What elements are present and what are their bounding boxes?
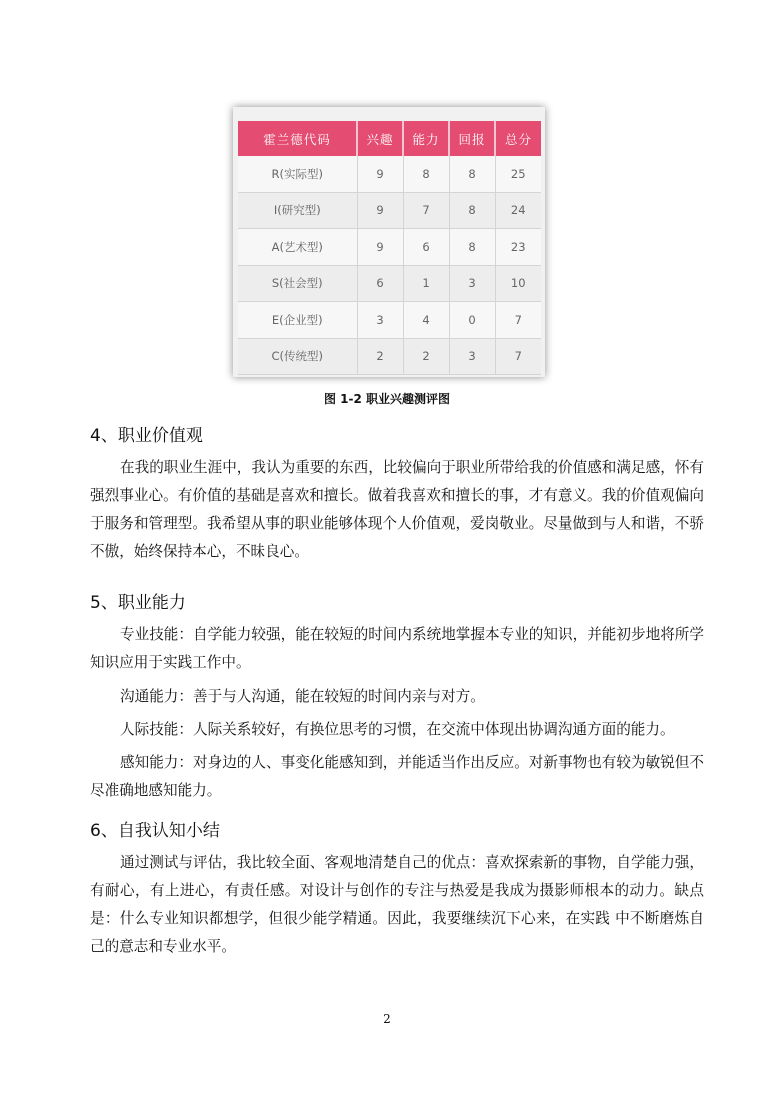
table-cell: 2 [403, 338, 449, 375]
table-cell: 9 [357, 192, 403, 229]
section-5-paragraph-1: 专业技能：自学能力较强，能在较短的时间内系统地掌握本专业的知识，并能初步地将所学知识应用于实践工作中。 [90, 626, 704, 671]
table-row [238, 192, 541, 229]
table-row [238, 338, 541, 375]
section-5-heading: 5、职业能力 [90, 593, 186, 613]
table-cell: 0 [449, 302, 495, 339]
table-header-row [238, 121, 541, 156]
table-row [238, 229, 541, 266]
table-cell: 2 [357, 338, 403, 375]
table-cell: 6 [403, 229, 449, 266]
page-number: 2 [383, 1012, 391, 1026]
table-cell: 8 [449, 229, 495, 266]
table-cell: 24 [495, 192, 541, 229]
table-cell: 9 [357, 229, 403, 266]
section-5-paragraph-4: 感知能力：对身边的人、事变化能感知到，并能适当作出反应。对新事物也有较为敏锐但不尽准确地感知能力。 [90, 754, 704, 799]
table-cell: 9 [357, 156, 403, 192]
table-cell: S(社会型) [238, 265, 357, 302]
table-cell: 25 [495, 156, 541, 192]
table-cell: 10 [495, 265, 541, 302]
career-interest-figure [233, 107, 545, 377]
table-cell: 3 [449, 338, 495, 375]
table-cell: 7 [495, 302, 541, 339]
table-cell: 7 [403, 192, 449, 229]
table-row [238, 156, 541, 192]
table-cell: 8 [449, 192, 495, 229]
header-total: 总分 [495, 121, 541, 156]
table-row [238, 302, 541, 339]
header-code: 霍兰德代码 [238, 121, 357, 156]
table-cell: 4 [403, 302, 449, 339]
table-cell: 6 [357, 265, 403, 302]
table-cell: C(传统型) [238, 338, 357, 375]
holland-code-table [238, 121, 541, 375]
header-reward: 回报 [449, 121, 495, 156]
table-cell: 7 [495, 338, 541, 375]
table-cell: I(研究型) [238, 192, 357, 229]
section-4-heading: 4、职业价值观 [90, 426, 203, 446]
section-5-paragraph-2: 沟通能力：善于与人沟通，能在较短的时间内亲与对方。 [120, 688, 485, 705]
table-cell: 8 [403, 156, 449, 192]
section-6-heading: 6、自我认知小结 [90, 821, 220, 841]
table-row [238, 265, 541, 302]
table-cell: A(艺术型) [238, 229, 357, 266]
table-cell: R(实际型) [238, 156, 357, 192]
section-5-paragraph-3: 人际技能：人际关系较好，有换位思考的习惯，在交流中体现出协调沟通方面的能力。 [120, 721, 675, 738]
figure-caption: 图 1-2 职业兴趣测评图 [323, 392, 451, 406]
header-ability: 能力 [403, 121, 449, 156]
section-4-paragraph: 在我的职业生涯中，我认为重要的东西，比较偏向于职业所带给我的价值感和满足感，怀有强烈事业心。有价值的基础是喜欢和擅长。做着我喜欢和擅长的事，才有意义。我的价值观偏向于服务和管理型。我希望从事的职业能够体现个人价值观，爱岗敬业。尽量做到与人和谐，不骄不傲，始终保持本心，不昧良心。 [90, 459, 704, 560]
table-cell: 1 [403, 265, 449, 302]
table-cell: 3 [357, 302, 403, 339]
table-cell: 8 [449, 156, 495, 192]
header-interest: 兴趣 [357, 121, 403, 156]
table-cell: E(企业型) [238, 302, 357, 339]
table-cell: 3 [449, 265, 495, 302]
table-cell: 23 [495, 229, 541, 266]
section-6-paragraph: 通过测试与评估，我比较全面、客观地清楚自己的优点：喜欢探索新的事物，自学能力强，有耐心，有上进心，有责任感。对设计与创作的专注与热爱是我成为摄影师根本的动力。缺点是：什么专业知识都想学，但很少能学精通。因此，我要继续沉下心来，在实践 中不断磨炼自己的意志和专业水平。 [90, 854, 704, 955]
